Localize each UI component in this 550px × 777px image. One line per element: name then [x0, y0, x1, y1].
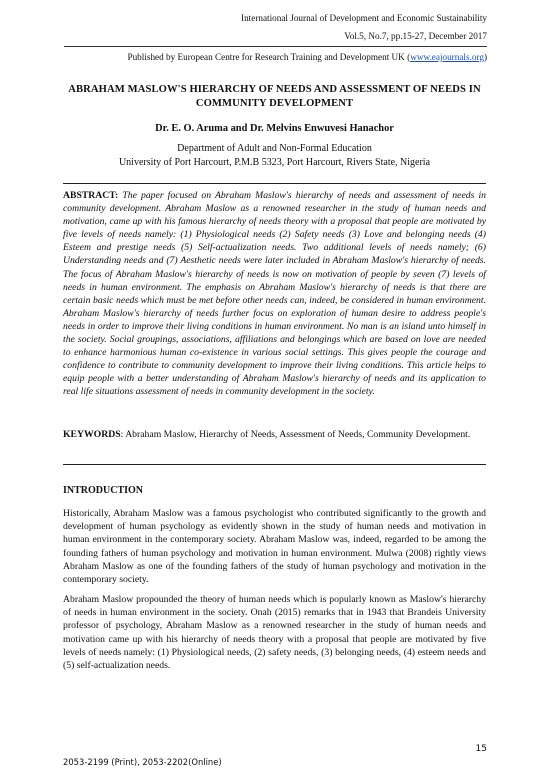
- keywords-label: KEYWORDS: [63, 429, 121, 440]
- page-number: 15: [475, 744, 487, 754]
- author-affiliation: [63, 142, 486, 169]
- volume-info: Vol.5, No.7, pp.15-27, December 2017: [344, 31, 487, 41]
- keywords-block: [63, 428, 486, 441]
- keywords-bottom-rule: [63, 464, 486, 465]
- publisher-link[interactable]: www.eajournals.org: [410, 52, 484, 62]
- affiliation-university: University of Port Harcourt, P.M.B 5323, Port Harcourt, Rivers State, Nigeria: [118, 156, 431, 168]
- journal-name: International Journal of Development and Economic Sustainability: [241, 13, 487, 23]
- section-heading-introduction: INTRODUCTION: [63, 485, 144, 496]
- issn-footer: 2053-2199 (Print), 2053-2202(Online): [63, 757, 222, 767]
- abstract-label: ABSTRACT:: [63, 190, 119, 201]
- abstract-text: The paper focused on Abraham Maslow's hierarchy of needs and assessment of needs in community development. Abraham Maslow as a renowned researcher in the study of human needs and motivation, came up with his famous hierarchy of needs theory with a proposal that people are motivated by five levels of needs namely: (1) Physiological needs (2) Safety needs (3) Love and belonging needs (4) Esteem and prestige needs (5) Self-actualization needs. Two additional levels of needs namely; (6) Understanding needs and (7) Aesthetic needs were later included in Abraham Maslow's hierarchy of needs. The focus of Abraham Maslow's hierarchy of needs is now on motivation of people by seven (7) levels of needs in human environment. The emphasis on Abraham Maslow's hierarchy of needs is that there are certain basic needs which must be met before other needs can, indeed, be considered in human environment. Abraham Maslow's hierarchy of needs further focus on exploration of human desire to address people's needs in order to improve their living conditions in human environment. No man is an island unto himself in the society. Social groupings, associations, affiliations and belongings which are based on love are needed to enhance harmonious human co-existence in various social settings. This gives people the courage and confidence to contribute to community development to improve their living conditions. This article helps to equip people with a better understanding of Abraham Maslow's hierarchy of needs and its application to real life situations assessment of needs in community development in the society.: [63, 190, 486, 398]
- publisher-prefix: Published by European Centre for Research Training and Development UK (: [127, 52, 411, 62]
- article-title: ABRAHAM MASLOW'S HIERARCHY OF NEEDS AND ASSESSMENT OF NEEDS IN COMMUNITY DEVELOPMENT: [68, 84, 481, 109]
- abstract-block: [63, 189, 486, 399]
- intro-paragraph-1: Historically, Abraham Maslow was a famous psychologist who contributed significantly to the growth and development of human psychology as evidently shown in the study of human needs and motivation in human environment in the contemporary society. Abraham Maslow was, indeed, regarded to be among the founding fathers of human psychology and motivation in human environment. Mulwa (2008) rightly views Abraham Maslow as one of the founding fathers of the study of human psychology and motivation in the contemporary society.: [63, 508, 486, 586]
- abstract-top-rule: [63, 183, 486, 184]
- publisher-suffix: ): [483, 52, 487, 62]
- publisher-line: [64, 46, 487, 63]
- intro-paragraph-2: Abraham Maslow propounded the theory of human needs which is popularly known as Maslow's hierarchy of needs in human environment in the society. Onah (2015) remarks that in 1943 that Brandeis University professor of psychology, Abraham Maslow as a renowned researcher in the study of human needs and motivation came up with his hierarchy of needs theory with a proposal that people are motivated by five levels of needs namely: (1) Physiological needs, (2) safety needs, (3) belonging needs, (4) esteem needs and (5) self-actualization needs.: [63, 594, 486, 672]
- article-authors: Dr. E. O. Aruma and Dr. Melvins Enwuvesi Hanachor: [155, 123, 394, 134]
- affiliation-department: Department of Adult and Non-Formal Education: [177, 143, 372, 154]
- keywords-text: : Abraham Maslow, Hierarchy of Needs, Assessment of Needs, Community Development.: [120, 429, 471, 440]
